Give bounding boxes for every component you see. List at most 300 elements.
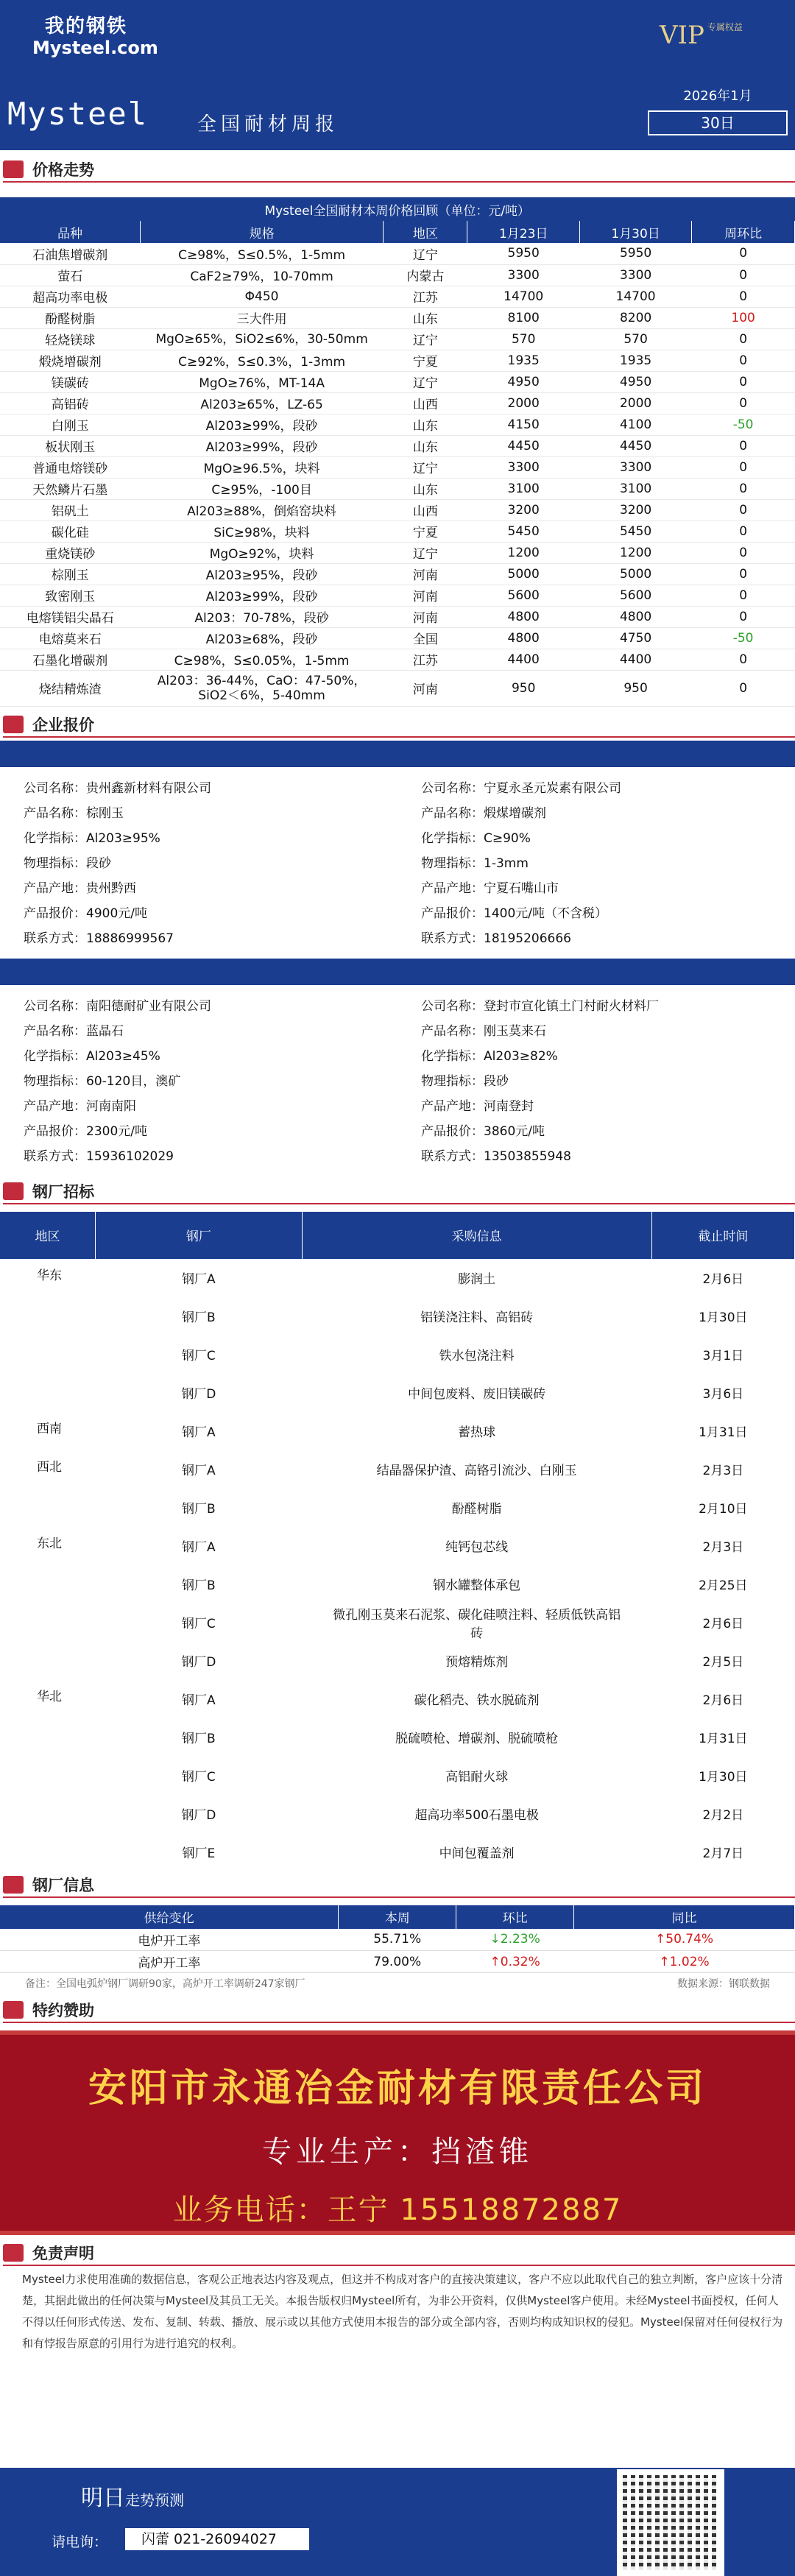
report-header: [0, 0, 795, 150]
price-cell: 3200: [467, 499, 579, 521]
company-field: 产品名称：刚玉莫来石: [421, 1023, 546, 1039]
table-row: [0, 435, 795, 456]
company-field: 联系方式：13503855948: [421, 1148, 571, 1164]
tender-cell: 2月6日: [702, 1693, 744, 1708]
price-cell: CaF2≥79%，10-70mm: [141, 264, 384, 286]
tender-cell: [0, 1374, 96, 1412]
tender-cell: 超高功率500石墨电极: [414, 1808, 539, 1823]
price-table: [0, 197, 795, 707]
price-cell: 950: [467, 670, 579, 706]
company-field: 产品名称：棕刚玉: [24, 805, 124, 821]
tender-cell: [0, 1718, 96, 1757]
tender-cell: 膨润土: [458, 1272, 496, 1287]
ad-company: 安阳市永通冶金耐材有限责任公司: [88, 2066, 707, 2111]
contact-label: 请电询：: [52, 2534, 108, 2550]
tender-cell: 2月3日: [702, 1540, 744, 1555]
tender-cell: 铁水包浇注料: [439, 1349, 515, 1363]
tender-cell: 2月25日: [699, 1578, 748, 1593]
price-cell: Φ450: [141, 286, 384, 307]
price-cell: C≥95%，-100目: [141, 478, 384, 499]
price-cell: 烧结精炼渣: [0, 670, 141, 706]
tender-table: [0, 1212, 795, 1871]
table-row: [0, 392, 795, 414]
company-band: [0, 741, 795, 767]
price-cell: 江苏: [384, 649, 467, 670]
mill-col-header: 供给变化: [0, 1905, 339, 1929]
price-cell: 0: [692, 243, 795, 264]
brand-name: Mysteel: [7, 96, 149, 132]
table-row: [0, 1795, 795, 1833]
price-cell: 山西: [384, 392, 467, 414]
tender-cell: 钢厂D: [181, 1808, 216, 1823]
price-cell: 8100: [467, 307, 579, 328]
price-cell: MgO≥76%，MT-14A: [141, 371, 384, 392]
company-field: 化学指标：Al203≥95%: [24, 830, 160, 846]
source-text: 数据来源：钢联数据: [677, 1978, 770, 1990]
company-field: 物理指标：段砂: [421, 1073, 509, 1089]
section-enterprise: [0, 711, 795, 738]
tender-cell: 西南: [37, 1421, 62, 1436]
mill-col-header: 同比: [574, 1905, 795, 1929]
price-cell: 江苏: [384, 286, 467, 307]
table-row: [0, 1565, 795, 1603]
tender-col-header: 地区: [0, 1212, 96, 1259]
company-field: 物理指标：1-3mm: [421, 855, 529, 871]
tender-cell: 1月30日: [699, 1770, 748, 1785]
company-field: 化学指标：Al203≥45%: [24, 1048, 160, 1064]
company-field: 化学指标：Al203≥82%: [421, 1048, 558, 1064]
contact-info: 闪蕾 021-26094027: [125, 2528, 309, 2550]
price-cell: 4950: [467, 371, 579, 392]
price-table-caption: Mysteel全国耐材本周价格回顾（单位：元/吨）: [0, 197, 795, 221]
mill-cell: 79.00%: [339, 1951, 456, 1973]
tender-cell: 钢厂A: [182, 1540, 216, 1555]
price-cell: 镁碳砖: [0, 371, 141, 392]
table-row: [0, 1450, 795, 1489]
price-cell: 石墨化增碳剂: [0, 649, 141, 670]
vip-badge: [660, 21, 743, 50]
sponsor-banner[interactable]: [0, 2030, 795, 2235]
price-cell: 天然鳞片石墨: [0, 478, 141, 499]
price-cell: MgO≥96.5%，块料: [141, 456, 384, 478]
company-field: 联系方式：15936102029: [24, 1148, 174, 1164]
tender-cell: 钢厂D: [181, 1655, 216, 1670]
report-title: 全国耐材周报: [197, 113, 339, 135]
tender-cell: 2月2日: [702, 1808, 744, 1823]
mill-cell: ↑0.32%: [456, 1951, 574, 1973]
mill-table: [0, 1905, 795, 1974]
price-cell: 0: [692, 563, 795, 585]
company-field: 产品报价：1400元/吨（不含税）: [421, 906, 607, 921]
company-pair: [0, 985, 795, 1176]
price-cell: 致密刚玉: [0, 585, 141, 606]
price-cell: 山东: [384, 414, 467, 435]
tender-cell: [0, 1603, 96, 1642]
tender-cell: [0, 1642, 96, 1680]
section-marker: [3, 1876, 24, 1894]
price-cell: 3100: [467, 478, 579, 499]
company-card: [0, 776, 398, 951]
price-col-header: 地区: [384, 221, 467, 243]
tender-cell: 钢厂C: [181, 1617, 216, 1631]
section-sponsor: [0, 1997, 795, 2023]
price-cell: C≥98%，S≤0.05%，1-5mm: [141, 649, 384, 670]
section-marker: [3, 2244, 24, 2262]
tender-cell: 高铝耐火球: [445, 1770, 509, 1785]
price-cell: 0: [692, 371, 795, 392]
price-cell: 570: [579, 328, 691, 350]
table-row: [0, 499, 795, 521]
company-band: [0, 959, 795, 985]
section-tender: [0, 1178, 795, 1204]
disclaimer-text: Mysteel力求使用准确的数据信息，客观公正地表达内容及观点，但这并不构成对客户的直接决策建议，客户不应以此取代自己的独立判断，客户应该十分清楚，其据此做出的任何决策与Mysteel及其员工无关。本报告版权归Mysteel所有，为非公开资料，仅供Mysteel客户使用。未经Mysteel书面授权，任何人不得以任何形式传送、发布、复制、转载、播放、展示或以其他方式使用本报告的部分或全部内容，否则均构成知识权的侵犯。Mysteel保留对任何侵权行为和有悖报告原意的引用行为进行追究的权利。: [22, 2273, 783, 2350]
price-cell: 辽宁: [384, 328, 467, 350]
price-cell: 内蒙古: [384, 264, 467, 286]
price-cell: 碳化硅: [0, 521, 141, 542]
section-marker: [3, 160, 24, 178]
tender-cell: 1月31日: [699, 1425, 748, 1440]
price-cell: 100: [692, 307, 795, 328]
price-cell: 4450: [467, 435, 579, 456]
tender-cell: 2月3日: [702, 1464, 744, 1478]
tender-cell: 1月31日: [699, 1732, 748, 1746]
price-cell: 4400: [467, 649, 579, 670]
price-cell: Al203：36-44%，CaO：47-50%，SiO2＜6%，5-40mm: [141, 670, 384, 706]
company-field: 产品报价：4900元/吨: [24, 906, 147, 921]
price-cell: 5450: [579, 521, 691, 542]
price-cell: 板状刚玉: [0, 435, 141, 456]
price-cell: 0: [692, 585, 795, 606]
company-field: 公司名称：宁夏永圣元炭素有限公司: [421, 780, 621, 796]
price-cell: 4100: [579, 414, 691, 435]
table-row: [0, 371, 795, 392]
section-price: [0, 156, 795, 183]
price-cell: Al203≥95%，段砂: [141, 563, 384, 585]
tender-cell: 2月6日: [702, 1617, 744, 1631]
table-row: [0, 563, 795, 585]
price-cell: C≥92%，S≤0.3%，1-3mm: [141, 350, 384, 371]
table-row: [0, 670, 795, 706]
table-row: [0, 243, 795, 264]
price-cell: 石油焦增碳剂: [0, 243, 141, 264]
section-title: 免责声明: [32, 2245, 94, 2262]
price-cell: 3300: [579, 456, 691, 478]
price-cell: 14700: [579, 286, 691, 307]
price-cell: 4950: [579, 371, 691, 392]
mill-cell: ↓2.23%: [456, 1929, 574, 1951]
price-cell: 0: [692, 478, 795, 499]
section-marker: [3, 2001, 24, 2019]
price-cell: Al203≥88%，倒焰窑块料: [141, 499, 384, 521]
tender-cell: 2月10日: [699, 1502, 748, 1517]
company-field: 物理指标：段砂: [24, 855, 111, 871]
table-row: [0, 1718, 795, 1757]
tender-cell: 脱硫喷枪、增碳剂、脱硫喷枪: [395, 1732, 559, 1746]
company-card: [0, 994, 398, 1169]
ad-phone: 业务电话：王宁 15518872887: [172, 2193, 623, 2227]
price-cell: -50: [692, 414, 795, 435]
section-title: 钢厂招标: [32, 1182, 94, 1201]
tender-cell: 纯钙包芯线: [445, 1540, 509, 1555]
tender-cell: 铝镁浇注料、高铝砖: [420, 1310, 534, 1325]
vip-text: VIP: [660, 21, 704, 50]
tender-cell: [0, 1489, 96, 1527]
section-marker: [3, 716, 24, 733]
table-row: [0, 1951, 795, 1973]
price-cell: Al203≥65%，LZ-65: [141, 392, 384, 414]
price-cell: 4400: [579, 649, 691, 670]
tender-cell: 钢厂E: [182, 1846, 216, 1861]
tender-cell: 华北: [37, 1689, 62, 1704]
price-cell: 8200: [579, 307, 691, 328]
price-cell: MgO≥92%，块料: [141, 542, 384, 563]
table-row: [0, 478, 795, 499]
section-mill-info: [0, 1871, 795, 1898]
price-cell: 5600: [467, 585, 579, 606]
price-cell: 白刚玉: [0, 414, 141, 435]
mill-cell: ↑1.02%: [574, 1951, 795, 1973]
price-cell: 4150: [467, 414, 579, 435]
section-title: 钢厂信息: [32, 1876, 94, 1894]
tender-cell: 华东: [37, 1268, 62, 1283]
price-cell: 重烧镁砂: [0, 542, 141, 563]
price-cell: 1935: [579, 350, 691, 371]
mill-col-header: 环比: [456, 1905, 574, 1929]
price-cell: 高铝砖: [0, 392, 141, 414]
price-cell: 河南: [384, 670, 467, 706]
tomorrow-text: 明日: [81, 2485, 125, 2511]
tender-cell: 钢厂B: [182, 1502, 216, 1517]
table-row: [0, 307, 795, 328]
price-cell: 1935: [467, 350, 579, 371]
price-cell: 4800: [467, 627, 579, 649]
forecast-text: 走势预测: [125, 2491, 184, 2509]
price-cell: 5450: [467, 521, 579, 542]
tender-cell: 蓄热球: [458, 1425, 496, 1440]
qr-code[interactable]: [617, 2469, 724, 2576]
tender-cell: 碳化稻壳、铁水脱硫剂: [414, 1693, 540, 1708]
company-field: 联系方式：18886999567: [24, 931, 174, 946]
price-cell: 全国: [384, 627, 467, 649]
table-row: [0, 1929, 795, 1951]
price-cell: 0: [692, 456, 795, 478]
table-row: [0, 1297, 795, 1335]
tender-cell: 钢水罐整体承包: [433, 1578, 521, 1593]
tender-cell: [0, 1795, 96, 1833]
mill-cell: 高炉开工率: [0, 1951, 339, 1973]
section-disclaimer: [0, 2240, 795, 2266]
price-cell: SiC≥98%，块料: [141, 521, 384, 542]
price-cell: 萤石: [0, 264, 141, 286]
price-col-header: 品种: [0, 221, 141, 243]
tender-cell: 1月30日: [699, 1310, 748, 1325]
price-cell: 河南: [384, 585, 467, 606]
mill-note: [0, 1973, 795, 1997]
section-title: 企业报价: [32, 716, 94, 734]
company-field: 公司名称：南阳德耐矿业有限公司: [24, 998, 211, 1014]
price-cell: 煅烧增碳剂: [0, 350, 141, 371]
price-cell: Al203≥99%，段砂: [141, 414, 384, 435]
forecast-title: [81, 2480, 184, 2512]
company-field: 物理指标：60-120目，澳矿: [24, 1073, 181, 1089]
mill-col-header: 本周: [339, 1905, 456, 1929]
table-row: [0, 264, 795, 286]
table-row: [0, 1335, 795, 1374]
price-cell: 0: [692, 286, 795, 307]
price-cell: 3300: [467, 456, 579, 478]
company-field: 产品产地：河南登封: [421, 1098, 534, 1114]
price-cell: 0: [692, 328, 795, 350]
table-row: [0, 585, 795, 606]
price-cell: 宁夏: [384, 350, 467, 371]
price-cell: 5600: [579, 585, 691, 606]
table-row: [0, 1757, 795, 1795]
report-month: 2026年1月: [683, 88, 752, 104]
price-cell: 宁夏: [384, 521, 467, 542]
price-cell: 4450: [579, 435, 691, 456]
price-cell: 0: [692, 499, 795, 521]
tender-cell: 钢厂B: [182, 1732, 216, 1746]
tender-cell: 结晶器保护渣、高铬引流沙、白刚玉: [376, 1464, 577, 1478]
price-cell: 酚醛树脂: [0, 307, 141, 328]
price-cell: 轻烧镁球: [0, 328, 141, 350]
price-cell: 0: [692, 606, 795, 627]
price-cell: -50: [692, 627, 795, 649]
price-col-header: 周环比: [692, 221, 795, 243]
price-cell: 辽宁: [384, 371, 467, 392]
tender-cell: 中间包废料、废旧镁碳砖: [408, 1387, 546, 1402]
price-cell: 4800: [579, 606, 691, 627]
price-cell: 5950: [467, 243, 579, 264]
price-cell: 0: [692, 350, 795, 371]
company-field: 公司名称：登封市宣化镇土门村耐火材料厂: [421, 998, 659, 1014]
price-cell: 山东: [384, 478, 467, 499]
tender-cell: [0, 1565, 96, 1603]
section-title: 特约赞助: [32, 2002, 94, 2019]
tender-cell: 钢厂B: [182, 1310, 216, 1325]
price-cell: Al203≥99%，段砂: [141, 435, 384, 456]
company-card: [398, 776, 795, 951]
tender-col-header: 采购信息: [302, 1212, 651, 1259]
price-cell: 950: [579, 670, 691, 706]
tender-cell: [0, 1833, 96, 1871]
logo-en-text: Mysteel.com: [32, 38, 158, 58]
price-cell: 5950: [579, 243, 691, 264]
table-row: [0, 328, 795, 350]
company-field: 产品产地：宁夏石嘴山市: [421, 881, 559, 896]
price-cell: 14700: [467, 286, 579, 307]
mill-cell: 55.71%: [339, 1929, 456, 1951]
price-cell: 辽宁: [384, 456, 467, 478]
price-cell: 普通电熔镁砂: [0, 456, 141, 478]
tender-cell: 预熔精炼剂: [445, 1655, 509, 1670]
mysteel-logo: [32, 15, 158, 71]
table-row: [0, 1259, 795, 1297]
price-cell: 2000: [467, 392, 579, 414]
price-cell: Al203：70-78%，段砂: [141, 606, 384, 627]
table-row: [0, 1833, 795, 1871]
tender-cell: 中间包覆盖剂: [439, 1846, 515, 1861]
price-cell: 超高功率电极: [0, 286, 141, 307]
table-row: [0, 1680, 795, 1718]
mill-cell: 电炉开工率: [0, 1929, 339, 1951]
table-row: [0, 606, 795, 627]
table-row: [0, 521, 795, 542]
price-cell: 3200: [579, 499, 691, 521]
price-cell: 三大件用: [141, 307, 384, 328]
company-field: 产品报价：3860元/吨: [421, 1123, 545, 1139]
price-cell: 0: [692, 670, 795, 706]
price-cell: 4750: [579, 627, 691, 649]
price-col-header: 1月30日: [579, 221, 691, 243]
mill-cell: ↑50.74%: [574, 1929, 795, 1951]
table-row: [0, 1374, 795, 1412]
vip-sub: 专属权益: [707, 22, 743, 32]
tender-cell: 3月1日: [702, 1349, 744, 1363]
price-cell: 0: [692, 264, 795, 286]
section-marker: [3, 1182, 24, 1200]
tender-cell: 钢厂B: [182, 1578, 216, 1593]
price-col-header: 1月23日: [467, 221, 579, 243]
tender-cell: 钢厂C: [181, 1770, 216, 1785]
price-cell: 0: [692, 392, 795, 414]
table-row: [0, 542, 795, 563]
tender-cell: 钢厂A: [182, 1272, 216, 1287]
tender-cell: 酚醛树脂: [451, 1502, 502, 1517]
tender-cell: 钢厂A: [182, 1425, 216, 1440]
price-cell: 5000: [579, 563, 691, 585]
tender-cell: 西北: [37, 1459, 62, 1475]
price-cell: 5000: [467, 563, 579, 585]
company-quotes: [0, 741, 795, 1176]
table-row: [0, 286, 795, 307]
table-row: [0, 1412, 795, 1450]
price-cell: 电熔镁铝尖晶石: [0, 606, 141, 627]
tender-cell: 2月6日: [702, 1272, 744, 1287]
report-day: 30日: [648, 110, 788, 135]
price-col-header: 规格: [141, 221, 384, 243]
price-cell: 电熔莫来石: [0, 627, 141, 649]
price-cell: 4800: [467, 606, 579, 627]
price-cell: 河南: [384, 563, 467, 585]
table-row: [0, 414, 795, 435]
price-cell: 河南: [384, 606, 467, 627]
logo-cn-text: 我的钢铁: [44, 15, 127, 38]
tender-cell: 钢厂A: [182, 1693, 216, 1708]
company-field: 化学指标：C≥90%: [421, 830, 531, 846]
tender-cell: [0, 1757, 96, 1795]
tender-cell: 钢厂A: [182, 1464, 216, 1478]
report-date: [648, 87, 788, 135]
company-field: 公司名称：贵州鑫新材料有限公司: [24, 780, 211, 796]
company-field: 产品名称：蓝晶石: [24, 1023, 124, 1039]
table-row: [0, 649, 795, 670]
company-pair: [0, 767, 795, 959]
price-cell: 山东: [384, 307, 467, 328]
price-cell: C≥98%，S≤0.5%，1-5mm: [141, 243, 384, 264]
price-cell: 0: [692, 521, 795, 542]
price-cell: 3100: [579, 478, 691, 499]
tender-cell: [0, 1297, 96, 1335]
company-field: 联系方式：18195206666: [421, 931, 571, 946]
price-cell: MgO≥65%，SiO2≤6%，30-50mm: [141, 328, 384, 350]
price-cell: 2000: [579, 392, 691, 414]
table-row: [0, 627, 795, 649]
note-text: 备注：全国电弧炉钢厂调研90家，高炉开工率调研247家钢厂: [25, 1978, 305, 1990]
price-cell: 辽宁: [384, 243, 467, 264]
price-cell: 山东: [384, 435, 467, 456]
price-cell: Al203≥99%，段砂: [141, 585, 384, 606]
